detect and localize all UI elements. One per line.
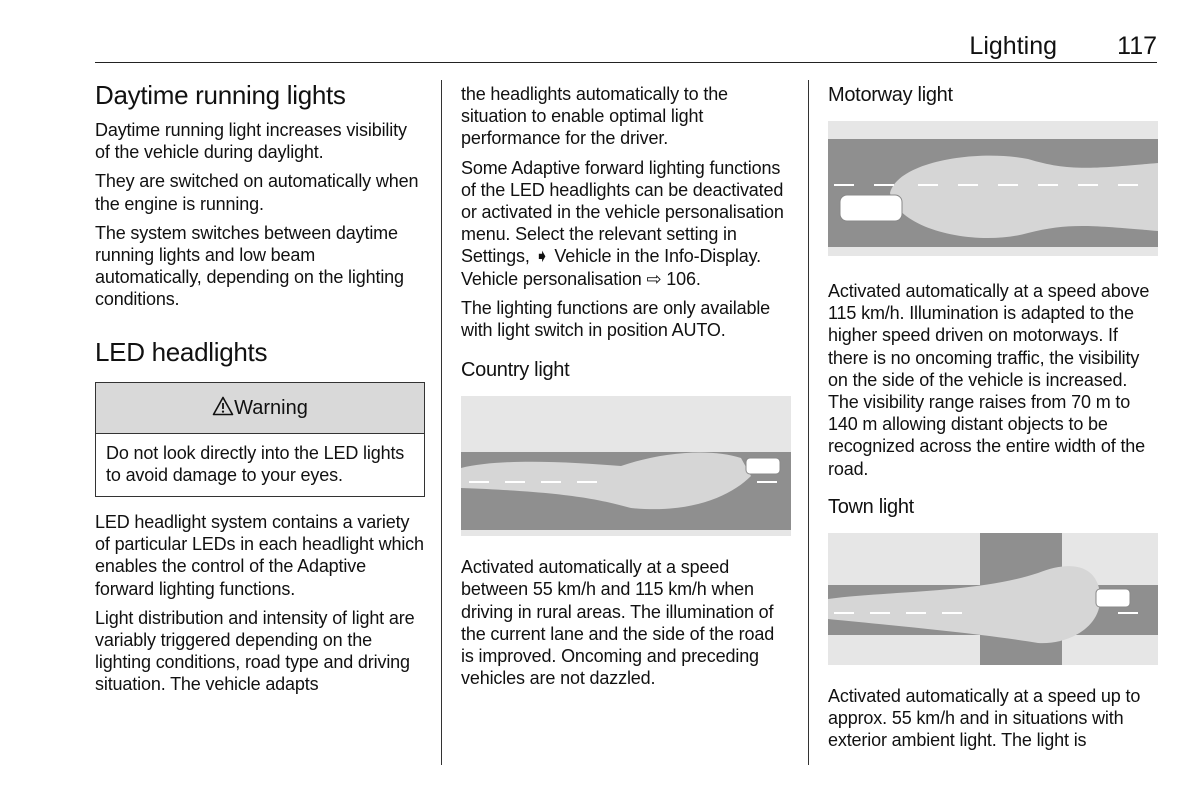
warning-text: Do not look directly into the LED lights to avoid damage to your eyes. bbox=[106, 442, 405, 485]
drl-paragraph: The system switches between daytime running lights and low beam automatically, depending on the lighting conditions. bbox=[95, 222, 404, 310]
column-middle bbox=[461, 83, 791, 696]
warning-title: Warning bbox=[234, 396, 308, 419]
warning-triangle-icon bbox=[212, 385, 234, 435]
warning-box bbox=[95, 382, 425, 497]
auto-label: AUTO bbox=[671, 320, 721, 341]
page-header bbox=[95, 32, 1157, 63]
motorway-light-figure bbox=[828, 121, 1158, 256]
led-paragraph: LED headlight system contains a variety of particular LEDs in each headlight which enables the control of the Adaptive forward lighting functions. bbox=[95, 512, 424, 599]
settings-label: Settings bbox=[461, 246, 525, 267]
vehicle-label: Vehicle bbox=[554, 246, 612, 267]
section-title: Lighting bbox=[969, 32, 1057, 60]
body-paragraph bbox=[461, 297, 791, 341]
page-number: 117 bbox=[1117, 32, 1157, 60]
town-light-figure bbox=[828, 533, 1158, 665]
column-left bbox=[95, 80, 425, 703]
town-light-heading: Town light bbox=[828, 495, 914, 518]
column-divider bbox=[441, 80, 442, 765]
column-right bbox=[828, 84, 1158, 758]
country-light-heading: Country light bbox=[461, 359, 570, 382]
text-run: in the Info-Display. Vehicle personalisation ⇨ 106. bbox=[461, 246, 761, 289]
drl-heading: Daytime running lights bbox=[95, 80, 346, 110]
body-paragraph: the headlights automatically to the situation to enable optimal light performance for the driver. bbox=[461, 84, 728, 149]
arrow-right-icon: , ➧ bbox=[524, 246, 550, 267]
drl-paragraph: Daytime running light increases visibility of the vehicle during daylight. bbox=[95, 120, 407, 163]
drl-paragraph: They are switched on automatically when the engine is running. bbox=[95, 171, 419, 214]
motorway-light-heading: Motorway light bbox=[828, 84, 953, 106]
column-divider bbox=[808, 80, 809, 765]
town-light-text: Activated automatically at a speed up to approx. 55 km/h and in situations with exterior ambient light. The light is bbox=[828, 685, 1141, 751]
motorway-light-text: Activated automatically at a speed above 115 km/h. Illumination is adapted to the higher speed driven on motorways. If there is no oncoming traffic, the visibility on the side of the vehicle is increased. The visibility range raises from 70 m to 140 m allowing distant objects to be recognized across the entire width of the road. bbox=[828, 281, 1150, 479]
country-light-text: Activated automatically at a speed between 55 km/h and 115 km/h when driving in rural areas. The illumination of the current lane and the side of the road is improved. Oncoming and preceding vehicles are not dazzled. bbox=[461, 557, 775, 689]
country-light-figure bbox=[461, 396, 791, 536]
text-run: The lighting functions are only available with light switch in position bbox=[461, 297, 771, 341]
led-paragraph: Light distribution and intensity of light are variably triggered depending on the lighting conditions, road type and driving situation. The vehicle adapts bbox=[95, 607, 415, 695]
body-paragraph bbox=[461, 157, 791, 290]
text-run: . bbox=[720, 320, 726, 341]
text-run: Some Adaptive forward lighting functions of the LED headlights can be deactivated or activated in the vehicle personalisation menu. Select the relevant setting in bbox=[461, 157, 784, 245]
warning-header bbox=[96, 383, 424, 434]
led-heading: LED headlights bbox=[95, 336, 268, 367]
